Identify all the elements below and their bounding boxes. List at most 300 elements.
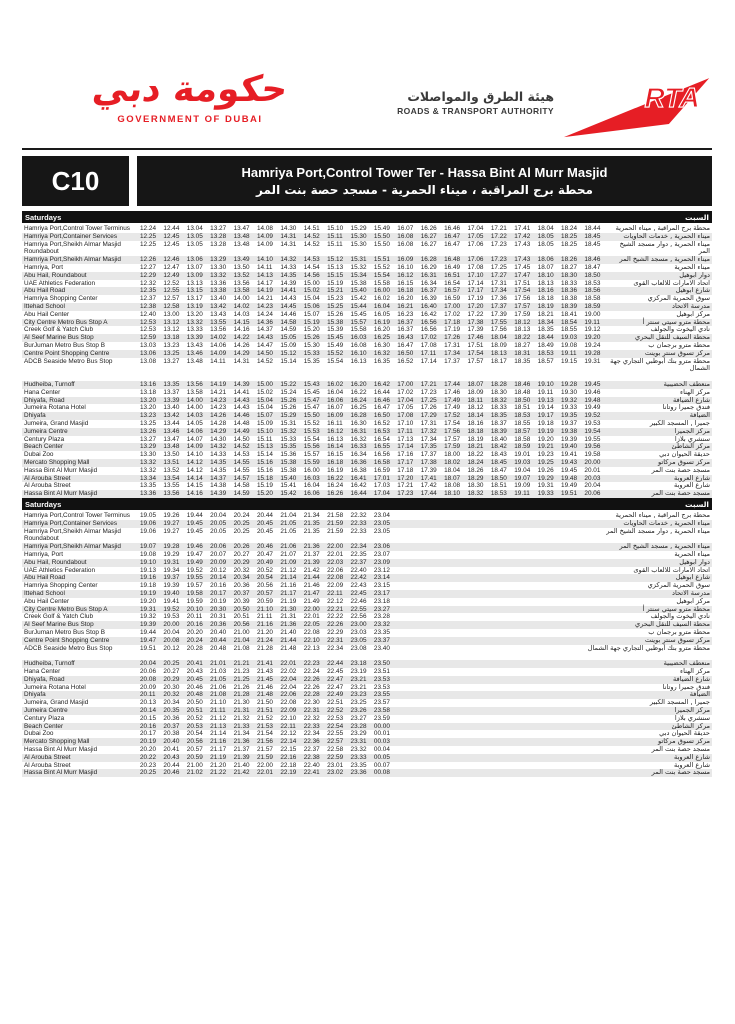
time-cell: 20.30 (163, 683, 180, 691)
time-cell: 20.29 (233, 558, 250, 566)
time-cell: 23.12 (373, 566, 390, 574)
time-cell: 17.05 (397, 404, 414, 412)
time-cell: 17.46 (444, 388, 461, 396)
time-cell: 15.21 (327, 287, 344, 295)
time-cell: 19.29 (163, 550, 180, 558)
table-row (22, 428, 712, 436)
stop-name-en: Jumeira, Grand Masjid (24, 419, 89, 427)
times-group (140, 358, 608, 366)
time-cell: 13.48 (163, 443, 180, 451)
time-cell: 17.39 (467, 326, 484, 334)
time-cell: 20.22 (140, 753, 156, 761)
time-cell: 13.12 (163, 326, 180, 334)
times-group (140, 482, 608, 490)
time-cell: 13.49 (233, 256, 250, 264)
time-cell: 15.35 (280, 443, 297, 451)
time-cell: 22.10 (303, 636, 320, 644)
time-cell: 18.45 (584, 240, 601, 248)
time-cell: 22.05 (303, 621, 320, 629)
stop-name-en: Beach Center (24, 443, 64, 451)
time-cell: 15.38 (327, 318, 344, 326)
times-group (140, 225, 608, 233)
stop-name-en: Hassa Bint Al Murr Masjid (24, 769, 98, 777)
time-cell: 19.07 (140, 543, 156, 551)
time-cell: 19.03 (561, 334, 578, 342)
time-cell: 19.12 (584, 326, 601, 334)
time-cell: 22.57 (327, 738, 344, 746)
table-row (22, 730, 712, 738)
time-cell: 18.53 (490, 490, 507, 498)
time-cell: 18.13 (514, 326, 531, 334)
time-cell: 12.38 (140, 302, 156, 310)
stop-name-ar: الضيافة (689, 411, 710, 420)
time-cell: 22.45 (350, 589, 367, 597)
times-group (140, 754, 397, 762)
stop-name-ar: محطة مترو بنك أبوظبي التجاري جهة الشمال (610, 356, 710, 373)
time-cell: 21.31 (280, 613, 297, 621)
time-cell: 14.35 (280, 271, 297, 279)
time-cell: 23.19 (350, 667, 367, 675)
time-cell: 18.32 (467, 490, 484, 498)
time-cell: 12.47 (163, 263, 180, 271)
time-cell: 23.21 (350, 683, 367, 691)
time-cell: 14.32 (280, 256, 297, 264)
time-cell: 14.43 (233, 396, 250, 404)
stop-name-ar: محطة مترو برجمان ب (648, 627, 710, 636)
time-cell: 16.18 (397, 287, 414, 295)
time-cell: 18.51 (490, 482, 507, 490)
time-cell: 13.15 (186, 287, 203, 295)
table-row (22, 358, 712, 374)
time-cell: 21.08 (210, 691, 227, 699)
time-cell: 14.52 (303, 232, 320, 240)
time-cell: 14.41 (233, 388, 250, 396)
stop-name-en: Abu Hail Center (24, 597, 70, 605)
time-cell: 17.14 (467, 279, 484, 287)
stop-name-en: Dhiyafa, Road (24, 396, 65, 404)
time-cell: 14.15 (233, 318, 250, 326)
time-cell: 21.04 (233, 636, 250, 644)
time-cell: 19.04 (514, 466, 531, 474)
time-cell: 16.06 (303, 490, 320, 498)
time-cell: 23.05 (373, 527, 390, 535)
time-cell: 14.11 (210, 357, 226, 365)
time-cell: 18.24 (467, 458, 484, 466)
table-row (22, 467, 712, 475)
time-cell: 13.32 (186, 318, 203, 326)
stop-name-ar: جميرا , المسجد الكبير (649, 418, 710, 427)
time-cell: 19.56 (584, 443, 601, 451)
time-cell: 14.36 (256, 318, 273, 326)
time-cell: 20.08 (140, 675, 156, 683)
time-cell: 20.54 (186, 730, 203, 738)
time-cell: 13.05 (186, 232, 203, 240)
time-cell: 18.06 (537, 256, 554, 264)
time-cell: 18.36 (561, 287, 578, 295)
time-cell: 18.19 (537, 302, 554, 310)
time-cell: 15.45 (327, 334, 344, 342)
time-cell: 18.18 (537, 295, 554, 303)
time-cell: 15.19 (303, 318, 320, 326)
table-row (22, 645, 712, 653)
time-cell: 14.12 (186, 466, 203, 474)
stop-name-en: Jumeira Centre (24, 427, 68, 435)
time-cell: 16.53 (373, 427, 390, 435)
time-cell: 18.58 (514, 435, 531, 443)
time-cell: 21.09 (280, 558, 297, 566)
time-cell: 23.23 (350, 691, 367, 699)
time-cell: 20.13 (140, 699, 156, 707)
time-cell: 17.49 (444, 396, 461, 404)
time-cell: 21.41 (256, 660, 273, 668)
time-cell: 14.31 (280, 232, 297, 240)
time-cell: 15.54 (373, 271, 390, 279)
time-cell: 00.04 (373, 745, 390, 753)
time-cell: 19.19 (537, 427, 554, 435)
time-cell: 18.30 (561, 271, 578, 279)
stop-name-ar: حديقة الحيوان دبي (659, 450, 710, 459)
time-cell: 15.45 (303, 388, 320, 396)
time-cell: 18.45 (490, 458, 507, 466)
time-cell: 19.49 (561, 482, 578, 490)
time-cell: 14.00 (186, 404, 203, 412)
stop-name-ar: نادي اليخوت والجولف (650, 325, 710, 334)
time-cell: 21.24 (256, 636, 273, 644)
time-cell: 23.21 (350, 675, 367, 683)
time-cell: 20.35 (163, 706, 180, 714)
time-cell: 17.22 (490, 232, 507, 240)
time-cell: 20.40 (210, 628, 227, 636)
stop-name-en: Al Seef Marine Bus Stop (24, 334, 94, 342)
time-cell: 13.00 (163, 310, 180, 318)
time-cell: 23.35 (350, 761, 367, 769)
time-cell: 16.35 (373, 357, 390, 365)
time-cell: 15.09 (280, 341, 297, 349)
time-cell: 14.19 (210, 380, 227, 388)
time-cell: 16.41 (350, 474, 367, 482)
time-cell: 18.34 (537, 318, 554, 326)
stop-name-en: Hamriya Port,Container Services (24, 519, 118, 527)
time-cell: 12.55 (163, 287, 180, 295)
time-cell: 18.25 (561, 240, 578, 248)
stop-name-ar: مركز الشاطئ (671, 442, 710, 451)
time-cell: 13.20 (140, 396, 156, 404)
table-row (22, 598, 712, 606)
stop-name-en: Al Arouba Street (24, 482, 71, 490)
table-row (22, 762, 712, 770)
time-cell: 21.00 (233, 628, 250, 636)
time-cell: 19.51 (140, 644, 156, 652)
stop-name-ar: مركز تسوق مركاتو (658, 457, 710, 466)
time-cell: 17.37 (490, 302, 507, 310)
stop-name-en: Mercato Shopping Mall (24, 738, 90, 746)
time-cell: 14.09 (210, 349, 227, 357)
time-cell: 22.16 (280, 753, 297, 761)
time-cell: 20.36 (210, 621, 227, 629)
times-group (140, 436, 608, 444)
time-cell: 21.56 (256, 738, 273, 746)
time-cell: 15.43 (303, 380, 320, 388)
time-cell: 18.40 (490, 435, 507, 443)
time-cell: 17.04 (373, 490, 390, 498)
stop-name-ar: مدرسة الاتحاد (672, 588, 710, 597)
time-cell: 20.52 (186, 714, 203, 722)
time-cell: 15.26 (327, 310, 344, 318)
time-cell: 13.48 (233, 232, 250, 240)
times-group (140, 559, 397, 567)
time-cell: 15.38 (280, 466, 297, 474)
time-cell: 16.22 (327, 474, 344, 482)
stop-name-ar: سوق الحمرية المركزي (647, 294, 710, 303)
time-cell: 16.24 (327, 482, 344, 490)
time-cell: 20.44 (210, 636, 227, 644)
time-cell: 14.56 (303, 271, 320, 279)
time-cell: 19.57 (186, 582, 203, 590)
time-cell: 13.23 (163, 341, 180, 349)
times-group (140, 520, 397, 528)
time-cell: 14.39 (280, 279, 297, 287)
time-cell: 15.04 (256, 396, 273, 404)
stop-name-en: Abu Hail Road (24, 574, 66, 582)
stop-name-en: Hana Center (24, 388, 61, 396)
time-cell: 15.24 (280, 388, 297, 396)
time-cell: 15.42 (280, 490, 297, 498)
time-cell: 14.22 (233, 334, 250, 342)
times-group (140, 621, 397, 629)
table-row (22, 225, 712, 233)
time-cell: 17.59 (514, 310, 531, 318)
header-divider (22, 148, 712, 150)
time-cell: 15.09 (256, 419, 273, 427)
time-cell: 14.10 (186, 451, 203, 459)
stop-name-en: City Centre Metro Bus Stop A (24, 605, 108, 613)
time-cell: 21.32 (233, 714, 250, 722)
stop-name-en: Hamriya Port,Sheikh Almar Masjid Roundabout (24, 240, 121, 256)
time-cell: 21.33 (233, 722, 250, 730)
stop-name-en: Creek Golf & Yatch Club (24, 613, 94, 621)
time-cell: 21.20 (210, 761, 227, 769)
time-cell: 16.54 (444, 279, 461, 287)
time-cell: 20.30 (210, 605, 227, 613)
time-cell: 15.04 (303, 295, 320, 303)
stop-name-en: Hamriya Port,Sheikh Almar Masjid (24, 256, 121, 264)
time-cell: 22.36 (303, 738, 320, 746)
time-cell: 18.42 (490, 443, 507, 451)
time-cell: 23.09 (373, 558, 390, 566)
time-cell: 15.10 (327, 225, 344, 232)
time-cell: 22.01 (303, 613, 320, 621)
time-cell: 21.11 (256, 613, 273, 621)
stop-name-en: Centre Point Shopping Centre (24, 349, 110, 357)
time-cell: 20.16 (210, 582, 227, 590)
time-cell: 15.22 (280, 380, 297, 388)
time-cell: 19.55 (584, 435, 601, 443)
time-cell: 13.32 (140, 458, 156, 466)
time-cell: 14.58 (280, 318, 297, 326)
time-cell: 20.34 (163, 699, 180, 707)
time-cell: 23.05 (350, 636, 367, 644)
time-cell: 14.06 (210, 341, 227, 349)
time-cell: 21.46 (256, 683, 273, 691)
time-cell: 13.39 (186, 334, 203, 342)
stop-name-ar: محطة السيف للنقل البحري (635, 333, 710, 342)
table-row (22, 443, 712, 451)
time-cell: 19.48 (561, 474, 578, 482)
time-cell: 13.08 (140, 357, 156, 365)
table-row (22, 459, 712, 467)
time-cell: 23.14 (373, 574, 390, 582)
time-cell: 19.46 (584, 388, 601, 396)
time-cell: 17.11 (420, 349, 437, 357)
time-cell: 17.18 (397, 466, 414, 474)
table-row (22, 606, 712, 614)
time-cell: 17.34 (420, 435, 437, 443)
time-cell: 17.02 (420, 334, 437, 342)
time-cell: 21.47 (303, 589, 320, 597)
time-cell: 15.50 (303, 412, 320, 420)
stop-name-ar: مسجد حصة بنت المر (651, 744, 710, 753)
time-cell: 16.50 (397, 349, 414, 357)
time-cell: 18.35 (537, 326, 554, 334)
time-cell: 20.32 (163, 691, 180, 699)
time-cell: 17.57 (467, 357, 484, 365)
time-cell: 16.04 (327, 388, 344, 396)
time-cell: 16.24 (350, 396, 367, 404)
dubai-calligraphy-logo-icon: حكومة دبي (89, 69, 291, 110)
time-cell: 15.02 (303, 287, 320, 295)
times-group (140, 389, 608, 397)
time-cell: 14.58 (233, 482, 250, 490)
time-cell: 14.17 (256, 279, 273, 287)
time-cell: 23.36 (350, 769, 367, 777)
stop-name-en: Century Plaza (24, 435, 65, 443)
time-cell: 20.20 (140, 745, 156, 753)
time-cell: 12.35 (140, 287, 156, 295)
time-cell: 20.44 (163, 761, 180, 769)
time-cell: 20.52 (256, 566, 273, 574)
time-cell: 21.14 (280, 574, 297, 582)
time-cell: 23.06 (373, 543, 390, 551)
time-cell: 16.47 (444, 240, 461, 248)
time-cell: 14.43 (280, 295, 297, 303)
time-cell: 13.25 (163, 349, 180, 357)
time-cell: 21.02 (186, 769, 203, 777)
table-row (22, 319, 712, 327)
time-cell: 23.33 (350, 753, 367, 761)
time-cell: 19.40 (561, 443, 578, 451)
rta-authority-arabic: هيئة الطرق والمواصلات (407, 89, 554, 104)
timetable-rows (22, 512, 712, 777)
time-cell: 14.29 (210, 427, 227, 435)
time-cell: 13.27 (140, 435, 156, 443)
time-cell: 22.42 (350, 574, 367, 582)
time-cell: 12.29 (140, 271, 156, 279)
time-cell: 20.14 (140, 706, 156, 714)
time-cell: 13.33 (186, 326, 203, 334)
time-cell: 16.04 (303, 482, 320, 490)
times-group (140, 241, 608, 249)
time-cell: 12.25 (140, 232, 156, 240)
time-cell: 17.55 (490, 318, 507, 326)
time-cell: 14.21 (210, 388, 227, 396)
time-cell: 13.04 (186, 225, 203, 232)
time-cell: 20.57 (256, 589, 273, 597)
time-cell: 17.23 (490, 256, 507, 264)
time-cell: 14.55 (233, 466, 250, 474)
time-cell: 16.51 (444, 271, 461, 279)
time-cell: 17.04 (467, 225, 484, 232)
time-cell: 15.12 (280, 349, 297, 357)
times-group (140, 738, 397, 746)
time-cell: 17.22 (467, 310, 484, 318)
time-cell: 18.33 (561, 279, 578, 287)
time-cell: 12.44 (163, 225, 180, 232)
time-cell: 18.24 (561, 225, 578, 232)
time-cell: 20.23 (140, 761, 156, 769)
stop-name-ar: ميناء الحمرية , خدمات الحاويات (623, 231, 710, 240)
time-cell: 23.28 (350, 722, 367, 730)
time-cell: 20.03 (584, 474, 601, 482)
time-cell: 16.23 (397, 310, 414, 318)
time-cell: 00.05 (373, 753, 390, 761)
table-row (22, 420, 712, 428)
time-cell: 17.34 (490, 287, 507, 295)
stop-name-en: Ittehad School (24, 302, 65, 310)
stop-name-en: Beach Center (24, 722, 64, 730)
time-cell: 15.02 (256, 388, 273, 396)
time-cell: 16.30 (373, 341, 390, 349)
time-cell: 13.52 (233, 271, 250, 279)
stop-name-en: Jumeira Centre (24, 706, 68, 714)
time-cell: 18.53 (537, 349, 554, 357)
time-cell: 13.42 (210, 302, 227, 310)
table-row (22, 287, 712, 295)
time-cell: 20.46 (163, 769, 180, 777)
time-cell: 21.16 (256, 621, 273, 629)
times-group (140, 606, 397, 614)
stop-name-en: Dhiyafa, Road (24, 675, 65, 683)
time-cell: 14.47 (256, 341, 273, 349)
time-cell: 14.29 (233, 349, 250, 357)
time-cell: 13.38 (210, 287, 227, 295)
time-cell: 21.11 (210, 706, 226, 714)
time-cell: 15.50 (373, 240, 390, 248)
time-cell: 20.45 (256, 519, 273, 527)
time-cell: 16.13 (350, 357, 367, 365)
time-cell: 14.13 (256, 271, 273, 279)
time-cell: 20.43 (186, 667, 203, 675)
time-cell: 15.14 (280, 357, 297, 365)
time-cell: 15.04 (256, 404, 273, 412)
time-cell: 20.50 (233, 605, 250, 613)
stop-name-en: Al Arouba Street (24, 474, 71, 482)
time-cell: 15.38 (280, 458, 297, 466)
time-cell: 13.55 (163, 482, 180, 490)
stop-name-en: Dhiyafa (24, 691, 46, 699)
table-row (22, 699, 712, 707)
time-cell: 17.56 (490, 326, 507, 334)
time-cell: 17.27 (490, 271, 507, 279)
table-row (22, 754, 712, 762)
time-cell: 15.54 (327, 357, 344, 365)
times-group (140, 451, 608, 459)
stop-name-ar: دوار ابوهيل (679, 557, 710, 566)
time-cell: 23.17 (373, 589, 390, 597)
time-cell: 16.37 (420, 287, 437, 295)
time-cell: 15.11 (256, 435, 273, 443)
time-cell: 22.34 (327, 644, 344, 652)
timetable-section (22, 498, 712, 777)
